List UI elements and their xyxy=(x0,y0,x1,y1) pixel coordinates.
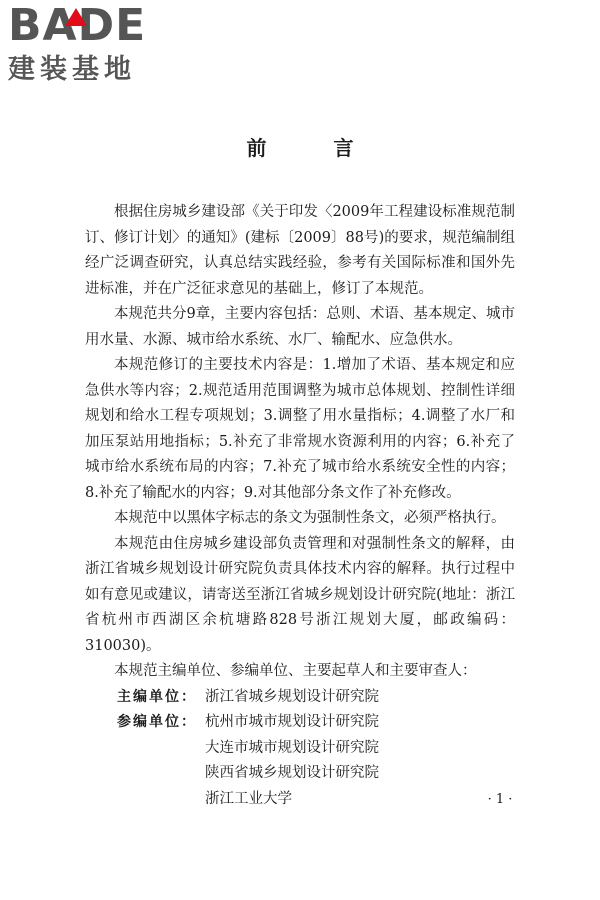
chief-unit-label: 主编单位： xyxy=(117,688,197,705)
participating-unit-row xyxy=(85,710,515,812)
paragraph-5: 本规范由住房城乡建设部负责管理和对强制性条文的解释，由浙江省城乡规划设计研究院负责具体技术内容的解释。执行过程中如有意见或建议，请寄送至浙江省城乡规划设计研究院(地址：浙江省杭州市西湖区余杭塘路828号浙江规划大厦，邮政编码：310030)。 xyxy=(85,535,515,654)
paragraph-6: 本规范主编单位、参编单位、主要起草人和主要审查人： xyxy=(114,663,477,679)
page-title: 前 言 xyxy=(246,136,384,160)
paragraph-3: 本规范修订的主要技术内容是：1.增加了术语、基本规定和应急供水等内容；2.规范适用范围调整为城市总体规划、控制性详细规划和给水工程专项规划；3.调整了用水量指标；4.调整了水厂和加压泵站用地指标；5.补充了非常规水资源利用的内容；6.补充了城市给水系统布局的内容；7.补充了城市给水系统安全性的内容；8.补充了输配水的内容；9.对其他部分条文作了补充修改。 xyxy=(85,357,515,501)
participating-unit-label: 参编单位： xyxy=(117,714,197,730)
units-list xyxy=(85,685,515,813)
paragraph-2: 本规范共分9章，主要内容包括：总则、术语、基本规定、城市用水量、水源、城市给水系统、水厂、输配水、应急供水。 xyxy=(85,306,515,348)
chief-unit-items xyxy=(205,685,515,711)
list-item: 大连市城市规划设计研究院 xyxy=(205,739,379,756)
chief-unit-row xyxy=(85,685,515,711)
list-item: 陕西省城乡规划设计研究院 xyxy=(205,765,379,781)
logo-wordmark: BADE xyxy=(8,0,147,51)
participating-unit-items xyxy=(205,710,515,812)
page-number: · 1 · xyxy=(487,792,513,807)
bade-logo xyxy=(8,2,178,88)
paragraph-4: 本规范中以黑体字标志的条文为强制性条文，必须严格执行。 xyxy=(114,510,506,526)
paragraph-1: 根据住房城乡建设部《关于印发〈2009年工程建设标准规范制订、修订计划〉的通知》(建标〔2009〕88号)的要求，规范编制组经广泛调查研究，认真总结实践经验，参考有关国际标准和国外先进标准，并在广泛征求意见的基础上，修订了本规范。 xyxy=(85,204,515,297)
logo-accent-triangle xyxy=(65,8,87,26)
logo-subtitle: 建装基地 xyxy=(8,54,136,85)
list-item: 浙江省城乡规划设计研究院 xyxy=(205,688,379,705)
list-item: 浙江工业大学 xyxy=(205,790,292,807)
list-item: 杭州市城市规划设计研究院 xyxy=(205,714,379,730)
preface-body xyxy=(85,200,515,812)
